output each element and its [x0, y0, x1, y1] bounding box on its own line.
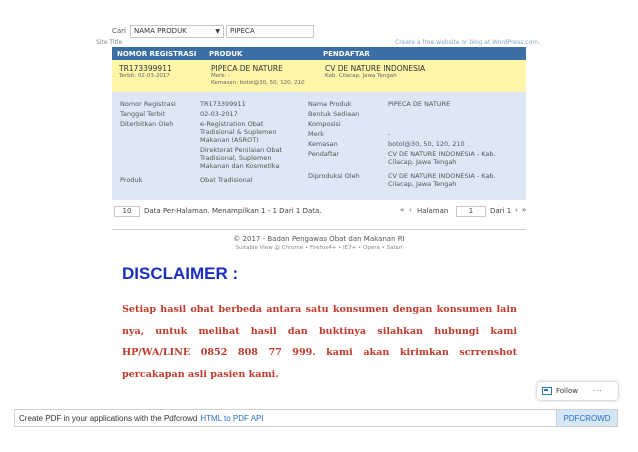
product-name: PIPECA DE NATURE — [211, 64, 283, 73]
search-bar — [112, 24, 314, 38]
detail-value: Cilacap, Jawa Tengah — [388, 158, 457, 166]
search-field-value: NAMA PRODUK — [134, 27, 187, 35]
total-pages: Dari 1 — [490, 207, 512, 215]
html-to-pdf-link[interactable]: HTML to PDF API — [200, 413, 264, 423]
detail-label: Nama Produk — [308, 100, 352, 108]
table-header — [112, 47, 526, 60]
first-page-button[interactable]: « — [400, 206, 405, 214]
detail-value: Makanan dan Kosmetika — [200, 162, 280, 170]
col-pendaftar[interactable]: PENDAFTAR — [323, 49, 370, 58]
more-icon[interactable]: ··· — [592, 387, 603, 395]
detail-value: e-Registration Obat — [200, 120, 264, 128]
detail-value: 02-03-2017 — [200, 110, 238, 118]
detail-value: Cilacap, Jawa Tengah — [388, 180, 457, 188]
detail-label: Diproduksi Oleh — [308, 172, 360, 180]
detail-value: Tradisional & Suplemen — [200, 128, 277, 136]
detail-value: Makanan (ASROT) — [200, 136, 259, 144]
detail-value: CV DE NATURE INDONESIA - Kab. — [388, 150, 496, 158]
pagination-info: Data Per-Halaman. Menampilkan 1 - 1 Dari 1 Data. — [144, 207, 322, 215]
detail-value: - — [388, 130, 391, 138]
last-page-button[interactable]: » — [522, 206, 527, 214]
footer-divider — [112, 229, 526, 230]
detail-value: TR173399911 — [200, 100, 246, 108]
detail-label: Produk — [120, 176, 143, 184]
table-row[interactable] — [112, 60, 526, 92]
disclaimer-title: DISCLAIMER : — [122, 264, 239, 283]
detail-value: botol@30, 50, 120, 210 — [388, 140, 465, 148]
col-nomor-registrasi[interactable]: NOMOR REGISTRASI — [117, 49, 197, 58]
detail-label: Tanggal Terbit — [120, 110, 166, 118]
per-page-input[interactable]: 10 — [114, 206, 140, 217]
detail-label: Bentuk Sediaan — [308, 110, 360, 118]
pdfcrowd-badge[interactable]: PDFCROWD — [556, 409, 618, 427]
page-number-input[interactable]: 1 — [456, 206, 486, 217]
product-kemasan: Kemasan: botol@30, 50, 120, 210 — [211, 80, 305, 86]
detail-label: Komposisi — [308, 120, 341, 128]
detail-panel — [112, 92, 526, 200]
next-page-button[interactable]: › — [515, 206, 518, 214]
follow-icon — [542, 387, 552, 395]
registrant-address: Kab. Cilacap, Jawa Tengah — [325, 73, 397, 79]
pagination — [112, 204, 526, 218]
halaman-label: Halaman — [417, 207, 449, 215]
detail-value: CV DE NATURE INDONESIA - Kab. — [388, 172, 496, 180]
detail-label: Pendaftar — [308, 150, 340, 158]
search-field-select[interactable] — [130, 25, 224, 38]
disclaimer-body: Setiap hasil obat berbeda antara satu konsumen dengan konsumen lain nya, untuk melihat hasil dan buktinya silahkan hubungi kami HP/WA/LINE 0852 808 77 999. kami akan kirimkan scrrenshot percakapan asli pasien kami. — [122, 304, 517, 380]
detail-value: PIPECA DE NATURE — [388, 100, 451, 108]
wordpress-link[interactable]: Create a free website or blog at WordPress.com. — [395, 39, 541, 46]
terbit-date: Terbit: 02-03-2017 — [119, 73, 170, 79]
site-title[interactable]: Site Title — [96, 39, 123, 46]
browser-compat: Suitable View @ Chrome • Firefox4+ • IE7+ • Opera • Safari — [235, 245, 403, 251]
copyright: © 2017 - Badan Pengawas Obat dan Makanan RI — [233, 235, 405, 243]
caret-down-icon: ▼ — [215, 27, 220, 35]
detail-label: Nomor Registrasi — [120, 100, 176, 108]
prev-page-button[interactable]: ‹ — [409, 206, 412, 214]
detail-value: Tradisional, Suplemen — [200, 154, 272, 162]
follow-widget[interactable] — [537, 382, 618, 400]
reg-number: TR173399911 — [119, 64, 172, 73]
detail-value: Direktorat Penilaian Obat — [200, 146, 283, 154]
detail-value: Obat Tradisional — [200, 176, 253, 184]
search-input[interactable]: PIPECA — [226, 25, 314, 38]
follow-button[interactable]: Follow — [556, 387, 578, 395]
product-merk: Merk: - — [211, 73, 231, 79]
search-label: Cari — [112, 27, 126, 35]
detail-label: Diterbitkan Oleh — [120, 120, 174, 128]
detail-label: Merk — [308, 130, 325, 138]
detail-label: Kemasan — [308, 140, 338, 148]
col-produk[interactable]: PRODUK — [209, 49, 243, 58]
pdfcrowd-bar — [14, 409, 618, 427]
results-table — [112, 47, 526, 200]
pdfcrowd-text: Create PDF in your applications with the Pdfcrowd — [19, 413, 198, 423]
registrant-name: CV DE NATURE INDONESIA — [325, 64, 426, 73]
